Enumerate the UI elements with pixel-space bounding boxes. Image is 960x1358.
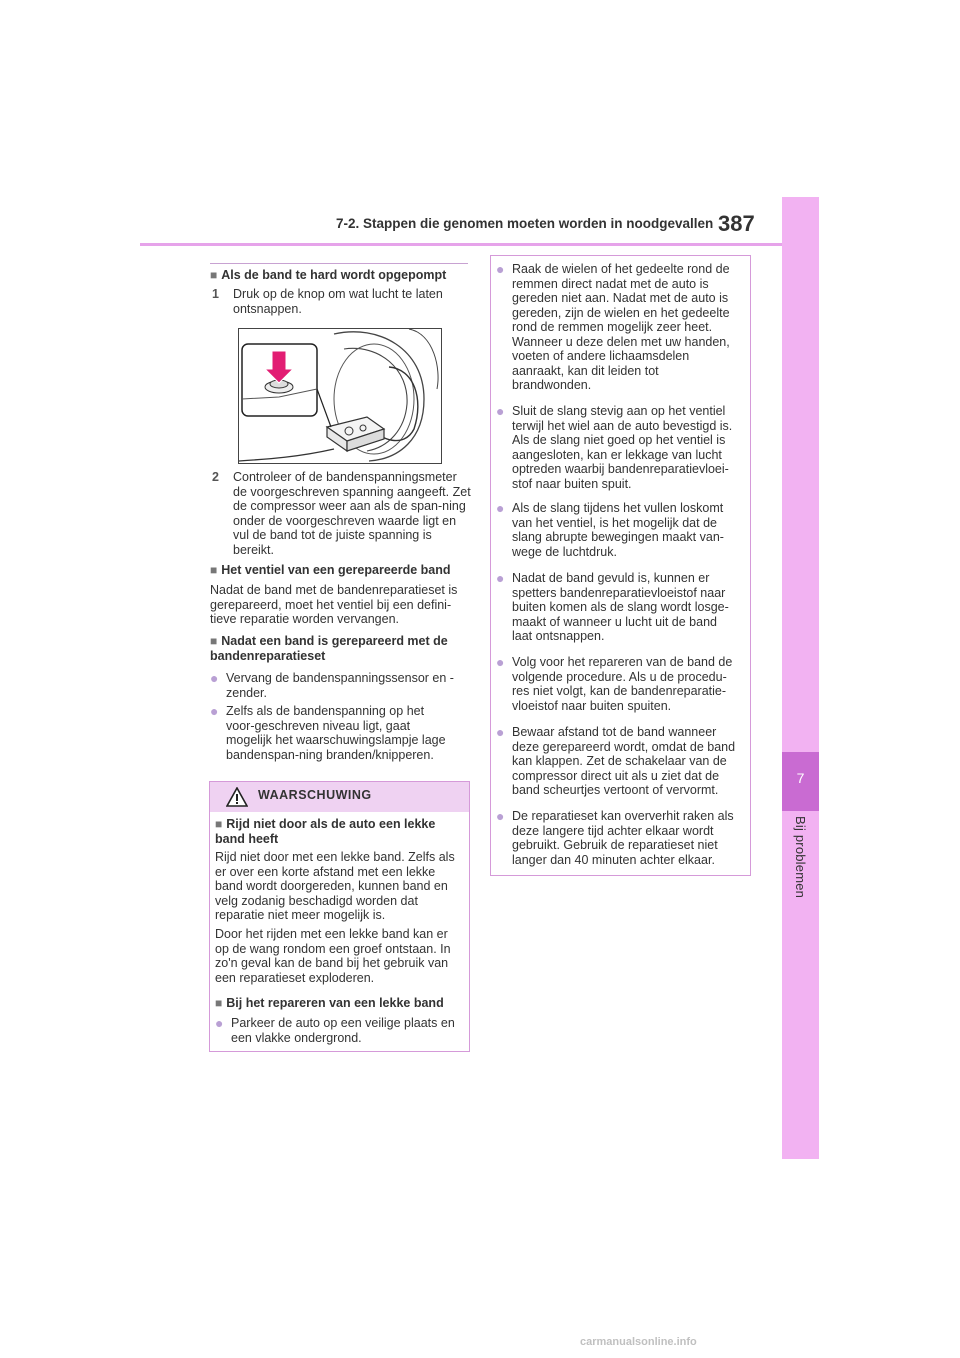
footer-watermark: carmanualsonline.info — [580, 1336, 697, 1348]
step-text: Controleer of de bandenspanningsmeter de voorgeschreven spanning aangeeft. Zet de compressor weer aan als de span-ning onder de voorgeschreven waarde ligt en vul de band tot de juiste spanning is bereikt. — [233, 470, 471, 557]
round-bullet-icon: ● — [496, 570, 505, 586]
round-bullet-icon: ● — [496, 403, 505, 419]
round-bullet-icon: ● — [496, 500, 505, 516]
step-1 — [212, 287, 474, 319]
valve-text: Nadat de band met de bandenreparatieset is gerepareerd, moet het ventiel bij een defini-tieve reparatie worden vervangen. — [210, 583, 458, 626]
square-bullet-icon: ■ — [210, 634, 218, 648]
round-bullet-icon: ● — [210, 670, 219, 686]
warning-title: WAARSCHUWING — [258, 788, 372, 802]
chapter-title: Bij problemen — [793, 816, 808, 899]
step-text: Druk op de knop om wat lucht te laten ontsnappen. — [233, 287, 443, 316]
round-bullet-icon: ● — [496, 724, 505, 740]
square-bullet-icon: ■ — [210, 268, 218, 282]
round-bullet-icon: ● — [496, 808, 505, 824]
section-title: 7-2. Stappen die genomen moeten worden in noodgevallen — [336, 216, 714, 231]
round-bullet-icon: ● — [496, 654, 505, 670]
step-2 — [212, 470, 474, 560]
square-bullet-icon: ■ — [215, 817, 223, 831]
page-number: 387 — [718, 211, 755, 236]
warning-paragraph-1: Rijd niet door met een lekke band. Zelfs als er over een korte afstand met een lekke band wordt doorgereden, kunnen band en velg zodanig beschadigd worden dat reparatie niet meer mogelijk is. — [215, 850, 455, 922]
over-inflated-heading: ■ Als de band te hard wordt opgepompt — [210, 268, 447, 282]
square-bullet-icon: ■ — [215, 996, 223, 1010]
compressor-illustration — [238, 328, 442, 464]
section-divider — [210, 263, 468, 264]
step-number: 1 — [212, 287, 219, 301]
warning-heading-2: ■ Bij het repareren van een lekke band — [215, 996, 444, 1010]
header-rule — [140, 243, 782, 246]
round-bullet-icon: ● — [215, 1015, 224, 1031]
chapter-sidebar — [782, 197, 819, 1159]
step-number: 2 — [212, 470, 219, 484]
tire-compressor-drawing — [239, 329, 441, 463]
warning-heading-1: ■ Rijd niet door als de auto een lekke band heeft — [215, 817, 436, 846]
warning-paragraph-2: Door het rijden met een lekke band kan er op de wang rondom een groef ontstaan. In zo'n geval kan de band bij het gebruik van een reparatieset exploderen. — [215, 927, 451, 985]
round-bullet-icon: ● — [210, 703, 219, 719]
square-bullet-icon: ■ — [210, 563, 218, 577]
valve-heading: ■ Het ventiel van een gerepareerde band — [210, 563, 451, 577]
chapter-number: 7 — [796, 770, 805, 786]
round-bullet-icon: ● — [496, 261, 505, 277]
after-repair-heading: ■ Nadat een band is gerepareerd met de bandenreparatieset — [210, 634, 448, 663]
warning-triangle-icon — [226, 787, 248, 807]
